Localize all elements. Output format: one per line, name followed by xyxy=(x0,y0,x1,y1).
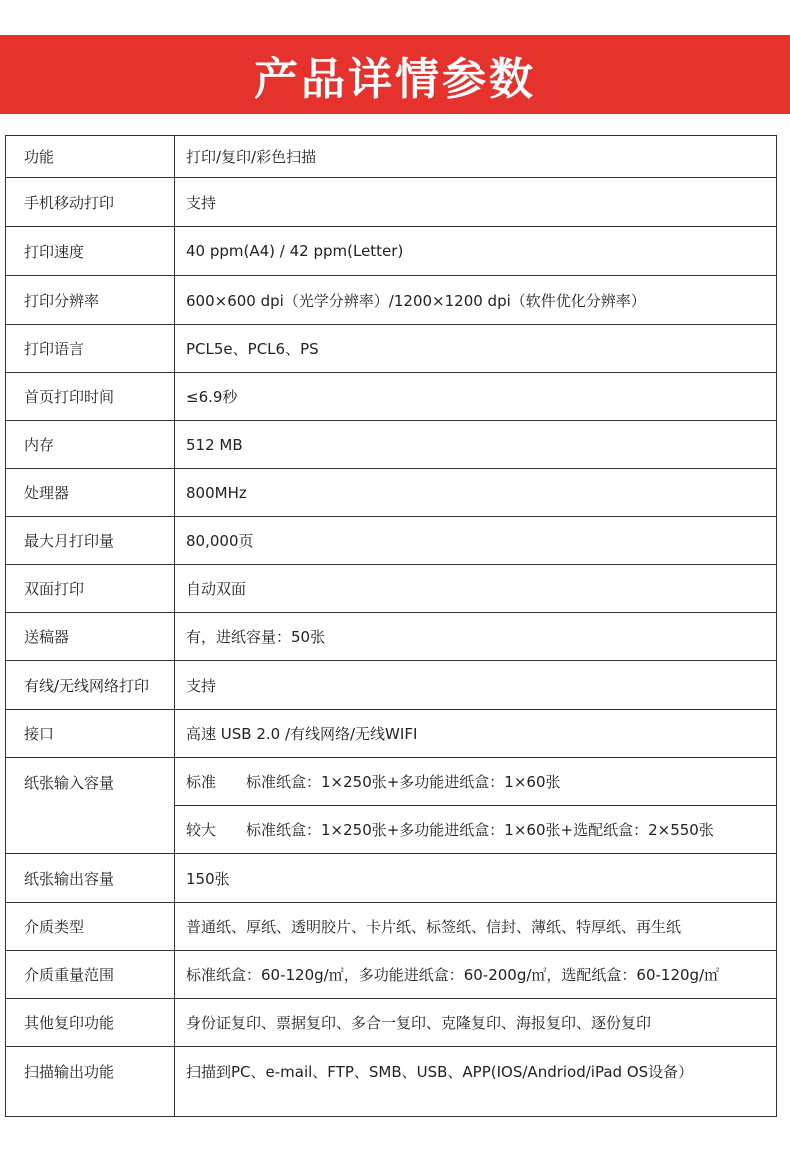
row-label: 有线/无线网络打印 xyxy=(6,661,175,710)
row-value: 40 ppm(A4) / 42 ppm(Letter) xyxy=(175,227,777,276)
page-title: 产品详情参数 xyxy=(254,53,536,105)
row-value: 600×600 dpi（光学分辨率）/1200×1200 dpi（软件优化分辨率） xyxy=(175,276,777,325)
row-value: 支持 xyxy=(175,178,777,227)
table-row xyxy=(6,999,777,1047)
spec-table xyxy=(5,135,777,1117)
row-label: 介质类型 xyxy=(6,903,175,951)
table-row xyxy=(6,854,777,903)
table-row xyxy=(6,469,777,517)
row-value: 普通纸、厚纸、透明胶片、卡片纸、标签纸、信封、薄纸、特厚纸、再生纸 xyxy=(175,903,777,951)
table-row xyxy=(6,227,777,276)
row-value: 打印/复印/彩色扫描 xyxy=(175,136,777,178)
row-value: 身份证复印、票据复印、多合一复印、克隆复印、海报复印、逐份复印 xyxy=(175,999,777,1047)
row-label: 双面打印 xyxy=(6,565,175,613)
row-label: 内存 xyxy=(6,421,175,469)
row-value: 高速 USB 2.0 /有线网络/无线WIFI xyxy=(175,710,777,758)
table-row xyxy=(6,903,777,951)
sub-row-large xyxy=(175,806,777,854)
row-label: 打印速度 xyxy=(6,227,175,276)
row-value: PCL5e、PCL6、PS xyxy=(175,325,777,373)
row-label: 首页打印时间 xyxy=(6,373,175,421)
table-row xyxy=(6,758,777,806)
table-row xyxy=(6,951,777,999)
row-value: 150张 xyxy=(175,854,777,903)
table-row xyxy=(6,421,777,469)
row-label: 功能 xyxy=(6,136,175,178)
table-row xyxy=(6,517,777,565)
table-row xyxy=(6,565,777,613)
sub-row-value: 标准纸盒：1×250张+多功能进纸盒：1×60张+选配纸盒：2×550张 xyxy=(246,821,714,839)
table-row xyxy=(6,1047,777,1117)
row-label: 手机移动打印 xyxy=(6,178,175,227)
row-value: 标准纸盒：60-120g/㎡，多功能进纸盒：60-200g/㎡，选配纸盒：60-120g/㎡ xyxy=(175,951,777,999)
row-value: ≤6.9秒 xyxy=(175,373,777,421)
row-label: 处理器 xyxy=(6,469,175,517)
sub-row-name: 标准 xyxy=(186,773,217,791)
row-label: 接口 xyxy=(6,710,175,758)
row-label: 送稿器 xyxy=(6,613,175,661)
table-row xyxy=(6,325,777,373)
sub-row-standard xyxy=(175,758,777,806)
table-row xyxy=(6,276,777,325)
table-row xyxy=(6,661,777,710)
row-value: 80,000页 xyxy=(175,517,777,565)
table-row xyxy=(6,136,777,178)
sub-row-value: 标准纸盒：1×250张+多功能进纸盒：1×60张 xyxy=(246,773,561,791)
sub-row-name: 较大 xyxy=(186,821,217,839)
row-label: 介质重量范围 xyxy=(6,951,175,999)
table-row xyxy=(6,710,777,758)
row-label: 纸张输出容量 xyxy=(6,854,175,903)
row-label: 其他复印功能 xyxy=(6,999,175,1047)
table-row xyxy=(6,613,777,661)
row-label: 纸张输入容量 xyxy=(6,758,175,854)
row-value: 扫描到PC、e-mail、FTP、SMB、USB、APP(IOS/Andriod/iPad OS设备） xyxy=(175,1047,777,1117)
table-row xyxy=(6,373,777,421)
row-label: 扫描输出功能 xyxy=(6,1047,175,1117)
row-value: 支持 xyxy=(175,661,777,710)
row-label: 打印分辨率 xyxy=(6,276,175,325)
title-banner xyxy=(0,35,790,114)
table-row xyxy=(6,178,777,227)
row-value: 有，进纸容量：50张 xyxy=(175,613,777,661)
row-label: 打印语言 xyxy=(6,325,175,373)
row-value: 自动双面 xyxy=(175,565,777,613)
row-value: 800MHz xyxy=(175,469,777,517)
row-label: 最大月打印量 xyxy=(6,517,175,565)
row-value: 512 MB xyxy=(175,421,777,469)
